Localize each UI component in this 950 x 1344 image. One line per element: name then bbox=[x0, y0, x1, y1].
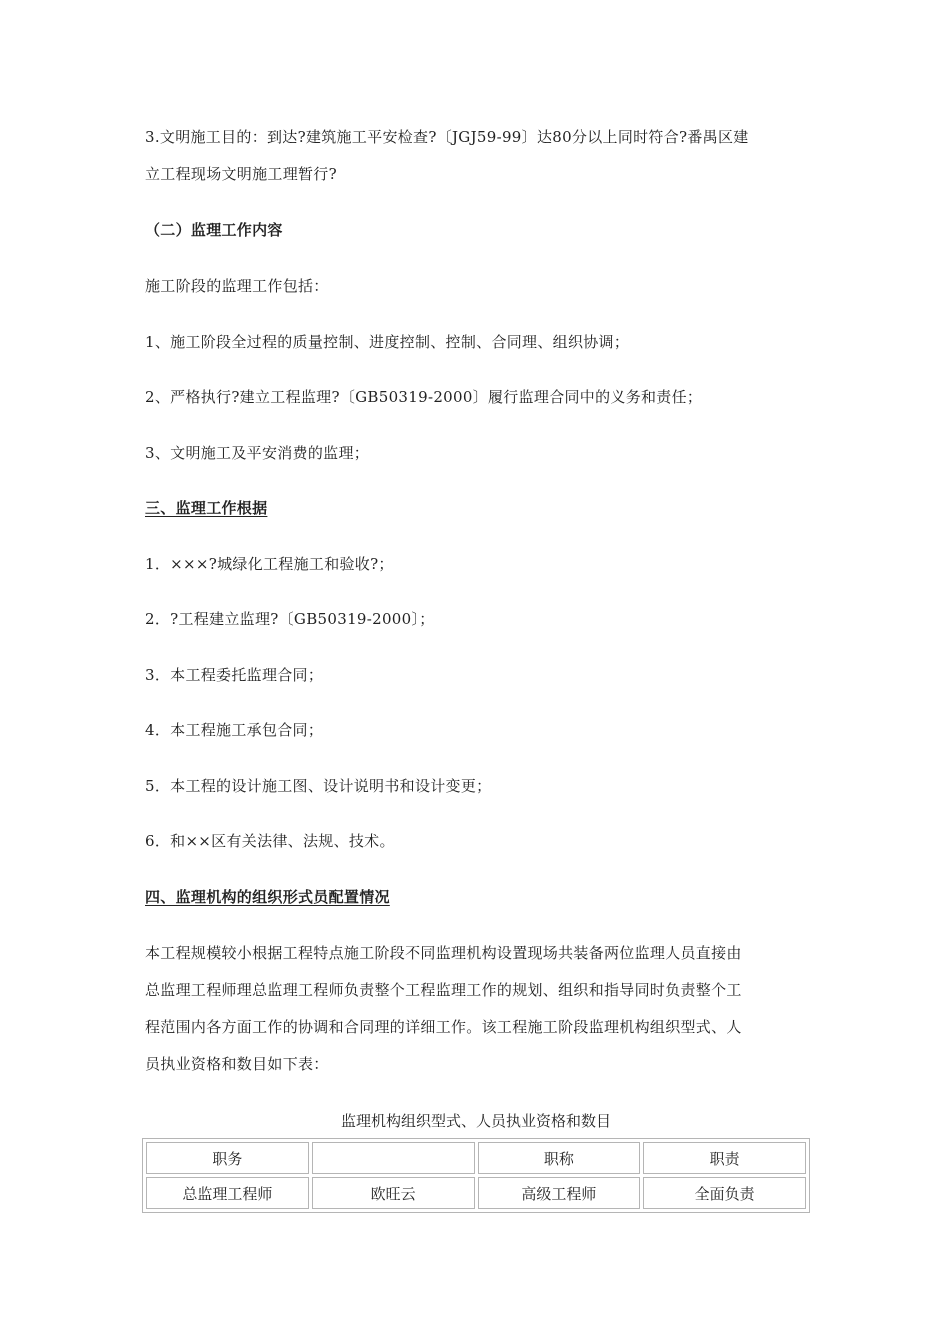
section-heading-basis: 三、监理工作根据 bbox=[145, 499, 268, 517]
basis-item-6: 6．和××区有关法律、法规、技术。 bbox=[145, 832, 395, 850]
paragraph-intro: 施工阶段的监理工作包括： bbox=[145, 277, 329, 295]
cell-position: 总监理工程师 bbox=[146, 1177, 309, 1209]
paragraph-org-line-2: 总监理工程师理总监理工程师负责整个工程监理工作的规划、组织和指导同时负责整个工 bbox=[145, 981, 742, 999]
section-heading-organization: 四、监理机构的组织形式员配置情况 bbox=[145, 888, 390, 906]
staff-table bbox=[142, 1138, 810, 1213]
basis-item-5: 5．本工程的设计施工图、设计说明书和设计变更； bbox=[145, 777, 492, 795]
basis-item-3: 3．本工程委托监理合同； bbox=[145, 666, 324, 684]
list-item-1: 1、施工阶段全过程的质量控制、进度控制、控制、合同理、组织协调； bbox=[145, 333, 630, 351]
table-caption: 监理机构组织型式、人员执业资格和数目 bbox=[340, 1112, 611, 1130]
cell-duty: 全面负责 bbox=[643, 1177, 806, 1209]
paragraph-org-line-3: 程范围内各方面工作的协调和合同理的详细工作。该工程施工阶段监理机构组织型式、人 bbox=[145, 1018, 742, 1036]
table-row bbox=[146, 1177, 806, 1209]
section-heading-work-content: （二）监理工作内容 bbox=[145, 221, 283, 239]
header-cell-title: 职称 bbox=[478, 1142, 641, 1174]
header-cell-duty: 职责 bbox=[643, 1142, 806, 1174]
cell-title: 高级工程师 bbox=[478, 1177, 641, 1209]
list-item-2: 2、严格执行?建立工程监理?〔GB50319-2000〕履行监理合同中的义务和责任； bbox=[145, 388, 703, 406]
basis-item-1: 1．×××?城绿化工程施工和验收?； bbox=[145, 555, 394, 573]
paragraph-org-line-4: 员执业资格和数目如下表： bbox=[145, 1055, 329, 1073]
paragraph-line-2: 立工程现场文明施工理暂行? bbox=[145, 165, 337, 183]
table-header-row bbox=[146, 1142, 806, 1174]
header-cell-position: 职务 bbox=[146, 1142, 309, 1174]
paragraph-line-1: 3.文明施工目的：到达?建筑施工平安检查?〔JGJ59-99〕达80分以上同时符合?番禺区建 bbox=[145, 128, 749, 146]
basis-item-4: 4．本工程施工承包合同； bbox=[145, 721, 324, 739]
header-cell-name bbox=[312, 1142, 475, 1174]
cell-name: 欧旺云 bbox=[312, 1177, 475, 1209]
paragraph-org-line-1: 本工程规模较小根据工程特点施工阶段不同监理机构设置现场共装备两位监理人员直接由 bbox=[145, 944, 742, 962]
list-item-3: 3、文明施工及平安消费的监理； bbox=[145, 444, 370, 462]
basis-item-2: 2．?工程建立监理?〔GB50319-2000〕； bbox=[145, 610, 435, 628]
